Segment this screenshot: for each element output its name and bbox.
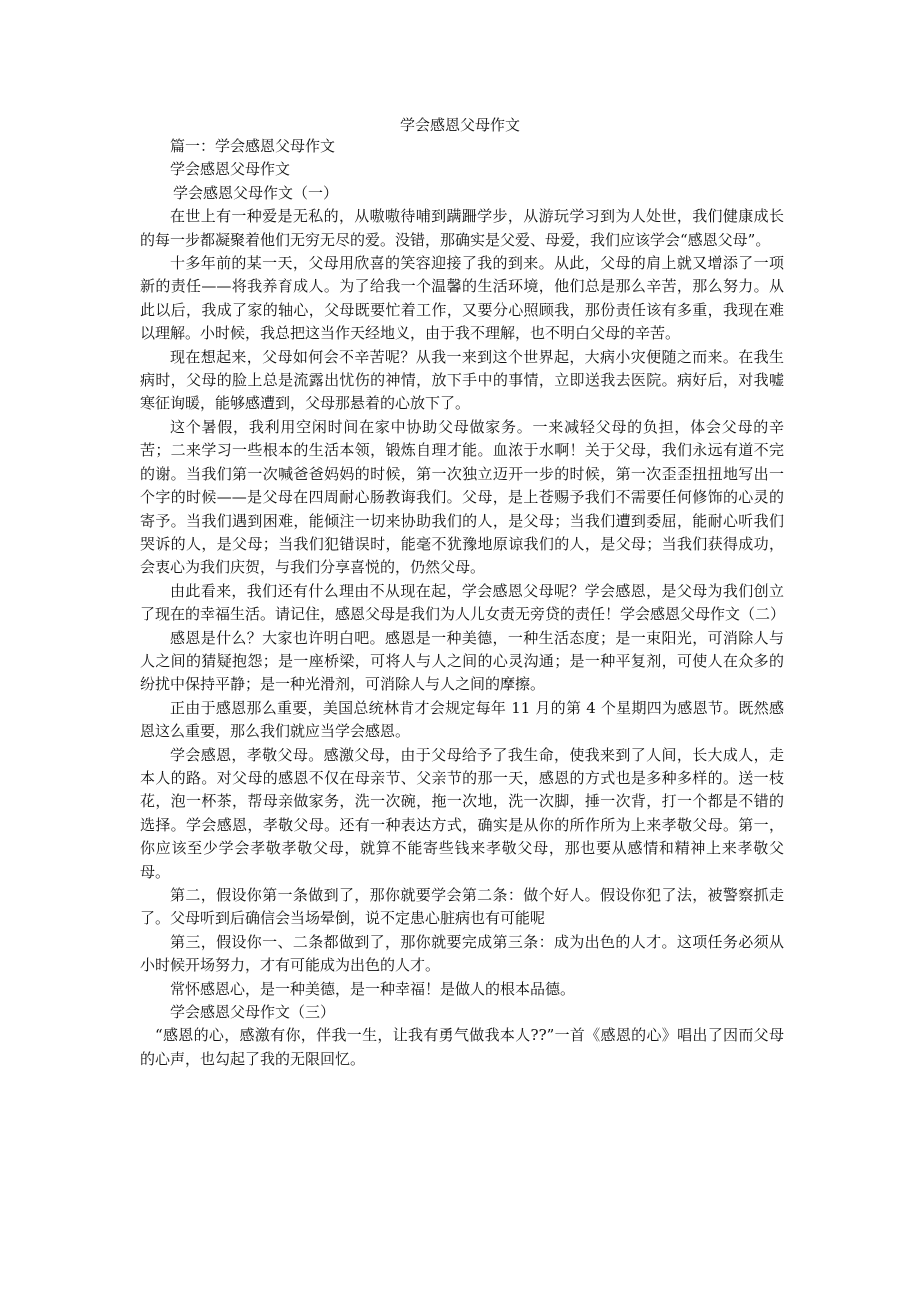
paragraph: 第二，假设你第一条做到了，那你就要学会第二条：做个好人。假设你犯了法，被警察抓走了。父母听到后确信会当场晕倒，说不定患心脏病也有可能呢 bbox=[140, 886, 784, 928]
essay-heading-three: 学会感恩父母作文（三） bbox=[170, 1003, 336, 1022]
paragraph: 十多年前的某一天，父母用欣喜的笑容迎接了我的到来。从此，父母的肩上就又增添了一项新的责任——将我养育成人。为了给我一个温馨的生活环境，他们总是那么辛苦，那么努力。从此以后，我成了家的轴心，父母既要忙着工作，又要分心照顾我，那份责任该有多重，我现在难以理解。小时候，我总把这当作天经地义，由于我不理解，也不明白父母的辛苦。 bbox=[140, 254, 784, 343]
closing-quote-paragraph: “感恩的心，感激有你，伴我一生，让我有勇气做我本人??”一首《感恩的心》唱出了因而父母的心声，也勾起了我的无限回忆。 bbox=[140, 1026, 784, 1068]
document-title: 学会感恩父母作文 bbox=[399, 116, 520, 134]
paragraph: 常怀感恩心，是一种美德，是一种幸福！是做人的根本品德。 bbox=[170, 979, 576, 998]
paragraph: 在世上有一种爱是无私的，从嗷嗷待哺到蹒跚学步，从游玩学习到为人处世，我们健康成长的每一步都凝聚着他们无穷无尽的爱。没错，那确实是父爱、母爱，我们应该学会“感恩父母”。 bbox=[140, 207, 784, 249]
paragraph: 学会感恩，孝敬父母。感激父母，由于父母给予了我生命，使我来到了人间，长大成人，走本人的路。对父母的感恩不仅在母亲节、父亲节的那一天，感恩的方式也是多种多样的。送一枝花，泡一杯茶，帮母亲做家务，洗一次碗，拖一次地，洗一次脚，捶一次背，打一个都是不错的选择。学会感恩，孝敬父母。还有一种表达方式，确实是从你的所作所为上来孝敬父母。第一，你应该至少学会孝敬孝敬父母，就算不能寄些钱来孝敬父母，那也要从感情和精神上来孝敬父母。 bbox=[140, 745, 784, 881]
section-subheading: 学会感恩父母作文 bbox=[170, 160, 291, 179]
paragraph: 这个暑假，我利用空闲时间在家中协助父母做家务。一来减轻父母的负担，体会父母的辛苦；二来学习一些根本的生活本领，锻炼自理才能。血浓于水啊！关于父母，我们永远有道不完的谢。当我们第一次喊爸爸妈妈的时候，第一次独立迈开一步的时候，第一次歪歪扭扭地写出一个字的时候——是父母在四周耐心肠教诲我们。父母，是上苍赐予我们不需要任何修饰的心灵的寄予。当我们遇到困难，能倾注一切来协助我们的人，是父母；当我们遭到委屈，能耐心听我们哭诉的人，是父母；当我们犯错误时，能毫不犹豫地原谅我们的人，是父母；当我们获得成功，会衷心为我们庆贺，与我们分享喜悦的，仍然父母。 bbox=[140, 417, 784, 577]
paragraph: 第三，假设你一、二条都做到了，那你就要完成第三条：成为出色的人才。这项任务必须从小时候开场努力，才有可能成为出色的人才。 bbox=[140, 932, 784, 975]
section-heading-1: 篇一：学会感恩父母作文 bbox=[170, 137, 336, 155]
paragraph: 感恩是什么？大家也许明白吧。感恩是一种美德，一种生活态度；是一束阳光，可消除人与人之间的猜疑抱怨；是一座桥梁，可将人与人之间的心灵沟通；是一种平复剂，可使人在众多的纷扰中保持平静；是一种光滑剂，可消除人与人之间的摩擦。 bbox=[140, 628, 784, 694]
paragraph: 由此看来，我们还有什么理由不从现在起，学会感恩父母呢？学会感恩，是父母为我们创立了现在的幸福生活。请记住，感恩父母是我们为人儿女责无旁贷的责任！学会感恩父母作文（二） bbox=[140, 581, 786, 624]
paragraph: 正由于感恩那么重要，美国总统林肯才会规定每年 11 月的第 4 个星期四为感恩节。既然感恩这么重要，那么我们就应当学会感恩。 bbox=[140, 698, 784, 741]
document-body bbox=[140, 135, 784, 1071]
essay-heading-one: 学会感恩父母作文（一） bbox=[173, 183, 339, 202]
paragraph: 现在想起来，父母如何会不辛苦呢？从我一来到这个世界起，大病小灾便随之而来。在我生病时，父母的脸上总是流露出忧伤的神情，放下手中的事情，立即送我去医院。病好后，对我嘘寒征询暖，能够感遭到，父母那悬着的心放下了。 bbox=[140, 347, 784, 413]
